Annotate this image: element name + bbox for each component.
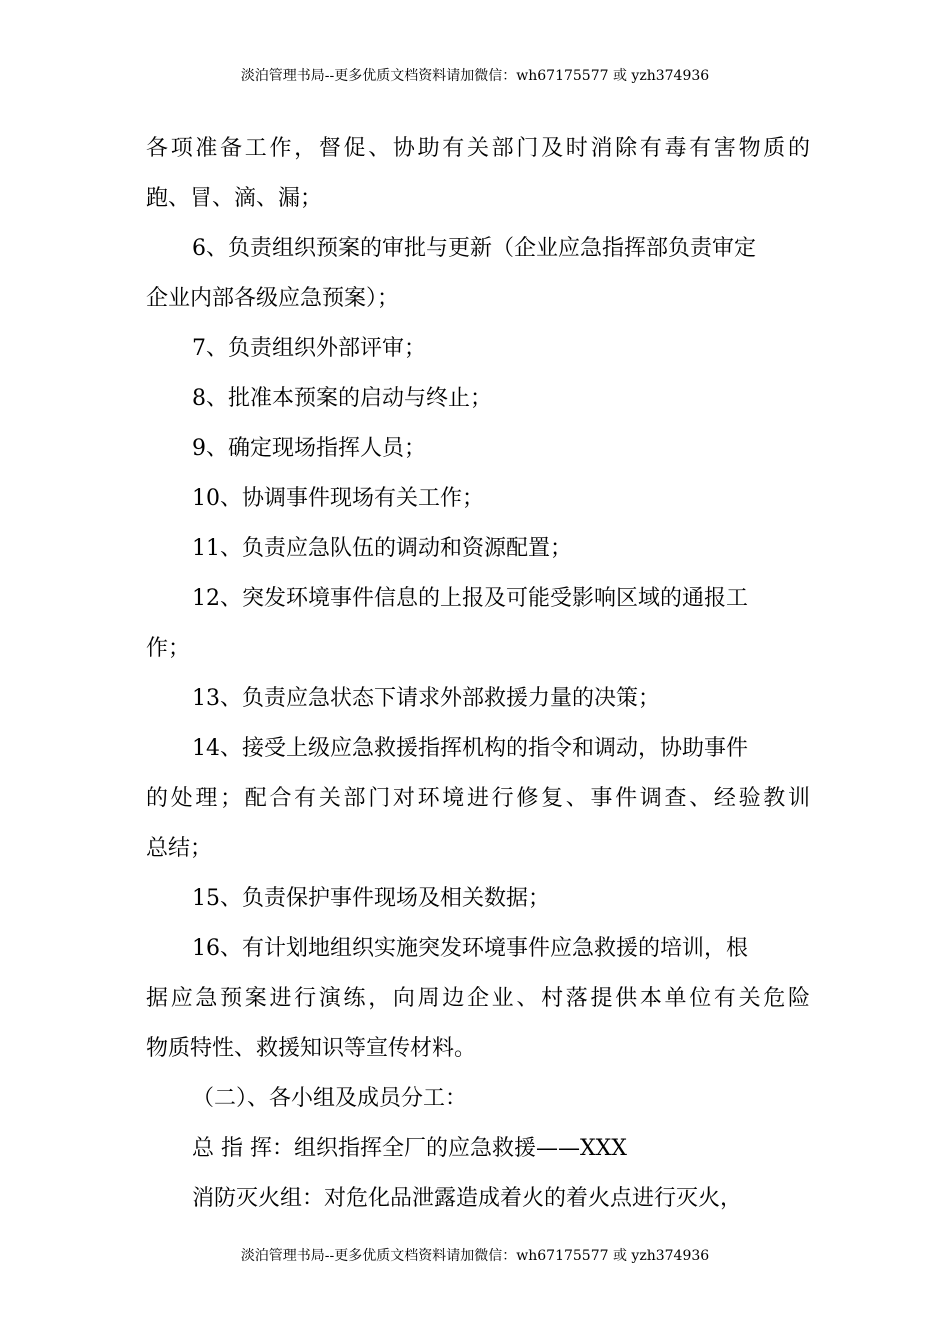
list-item-10: 10、协调事件现场有关工作； — [192, 486, 484, 511]
list-item-13: 13、负责应急状态下请求外部救援力量的决策； — [192, 686, 660, 711]
paragraph-line: 作； — [146, 636, 191, 661]
paragraph-line: 据应急预案进行演练，向周边企业、村落提供本单位有关危险 — [146, 986, 810, 1011]
paragraph-line: 的处理；配合有关部门对环境进行修复、事件调查、经验教训 — [146, 786, 810, 811]
paragraph-line: 总结； — [146, 836, 213, 861]
paragraph-line: 企业内部各级应急预案）； — [146, 286, 400, 311]
list-item-6: 6、负责组织预案的审批与更新（企业应急指挥部负责审定 — [192, 236, 756, 261]
list-item-16: 16、有计划地组织实施突发环境事件应急救援的培训，根 — [192, 936, 748, 961]
list-item-12: 12、突发环境事件信息的上报及可能受影响区域的通报工 — [192, 586, 748, 611]
page-header: 淡泊管理书局--更多优质文档资料请加微信：wh67175577 或 yzh374936 — [240, 68, 710, 84]
list-item-7: 7、负责组织外部评审； — [192, 336, 426, 361]
list-item-9: 9、确定现场指挥人员； — [192, 436, 426, 461]
section-heading: （二）、各小组及成员分工： — [192, 1086, 468, 1111]
list-item-8: 8、批准本预案的启动与终止； — [192, 386, 492, 411]
paragraph-line: 各项准备工作，督促、协助有关部门及时消除有毒有害物质的 — [146, 136, 810, 161]
list-item-14: 14、接受上级应急救援指挥机构的指令和调动，协助事件 — [192, 736, 748, 761]
page-footer: 淡泊管理书局--更多优质文档资料请加微信：wh67175577 或 yzh374936 — [240, 1248, 710, 1264]
list-item-11: 11、负责应急队伍的调动和资源配置； — [192, 536, 572, 561]
role-commander: 总 指 挥：组织指挥全厂的应急救援——XXX — [192, 1136, 627, 1161]
paragraph-line: 物质特性、救援知识等宣传材料。 — [146, 1036, 477, 1061]
list-item-15: 15、负责保护事件现场及相关数据； — [192, 886, 550, 911]
paragraph-line: 跑、冒、滴、漏； — [146, 186, 323, 211]
role-fire-team: 消防灭火组：对危化品泄露造成着火的着火点进行灭火， — [192, 1186, 743, 1211]
